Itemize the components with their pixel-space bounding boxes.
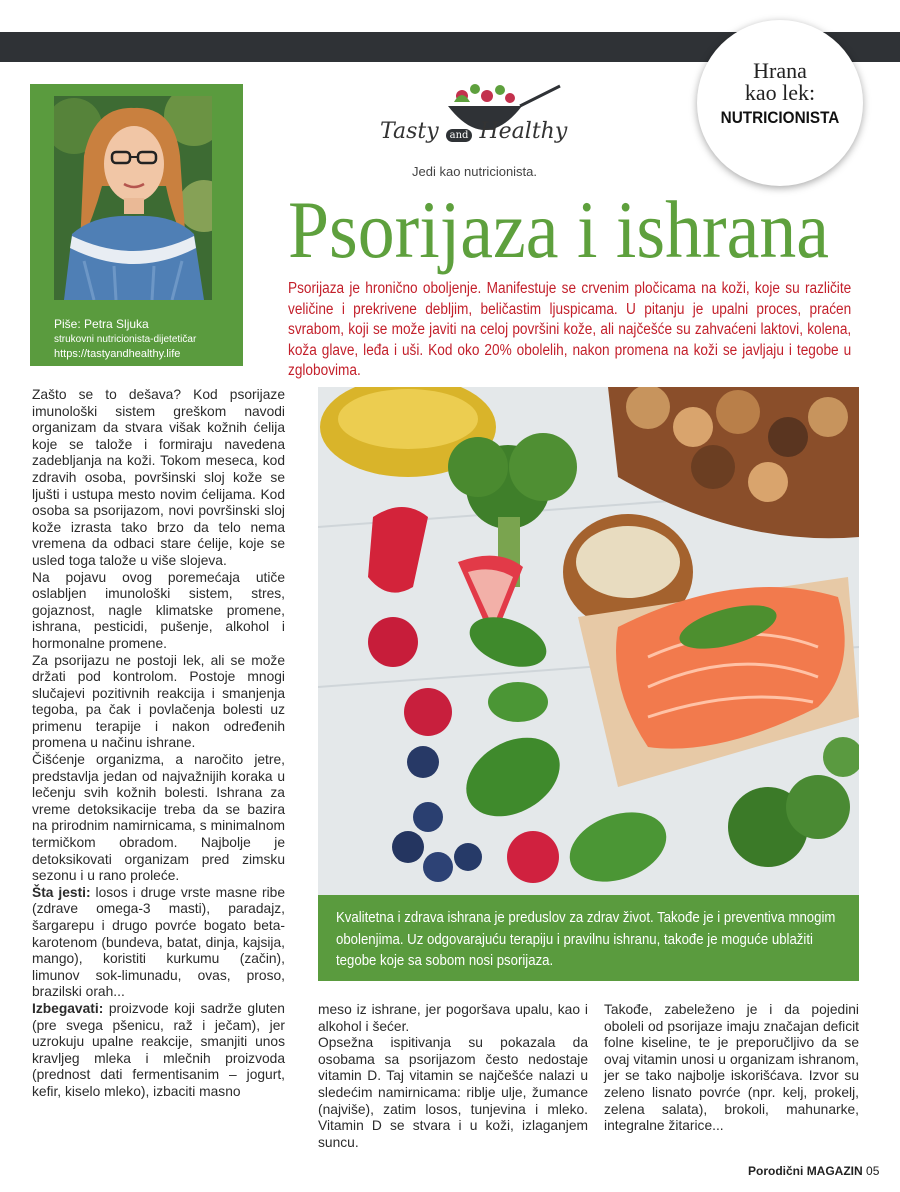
section-badge: [697, 20, 863, 186]
avoid-text: proizvode koji sadrže gluten (pre svega pšenicu, raž i ječam), jer uzrokuju upalne reakcije, smanjiti unos kravljeg mleka i mlečnih proizvoda (prednost dati fermentisanim – jogurt, kefir, kiselo mleko), izbaciti masno: [32, 1000, 285, 1099]
paragraph: Čišćenje organizma, a naročito jetre, predstavlja jedan od najvažnijih koraka u lečenju svih kožnih bolesti. Ishrana za vreme detoksikacije treba da se bazira na prirodnim namirnicama, s minimalnom termičkom obradom. Najbolje je detoksikovati organizam pred zimsku sezonu i u rano proleće.: [32, 752, 285, 884]
author-byline: Piše: Petra Sljuka: [54, 317, 149, 331]
avoid-label: Izbegavati:: [32, 1000, 104, 1016]
left-column: [32, 387, 285, 1101]
logo-word-healthy: Healthy: [479, 119, 568, 144]
author-role: strukovni nutricionista-dijetetičar: [54, 334, 197, 345]
logo-wordmark: [380, 119, 567, 144]
healthy-food-illustration: [318, 387, 859, 895]
badge-line-2: kao lek:: [744, 80, 816, 105]
paragraph: Opsežna ispitivanja su pokazala da osobama sa psorijazom često nedostaje vitamin D. Taj vitamin se najčešće nalazi u sledećim namirnicama: riblje ulje, žumance (najviše), zatim losos, tunjevina i mleko. Vitamin D se stvara i u koži, izlaganjem suncu.: [318, 1035, 588, 1150]
article-title: Psorijaza i ishrana: [288, 184, 830, 275]
page-number: 05: [866, 1164, 880, 1178]
author-photo: [54, 96, 212, 300]
page-footer: [748, 1164, 879, 1178]
logo-tagline: Jedi kao nutricionista.: [412, 164, 538, 179]
middle-column: [318, 1002, 588, 1151]
author-url[interactable]: https://tastyandhealthy.life: [54, 348, 181, 360]
badge-line-3: NUTRICIONISTA: [720, 108, 840, 127]
photo-caption-box: [318, 895, 859, 981]
article-lead: [288, 279, 851, 382]
right-column: [604, 1002, 859, 1135]
logo-word-and: and: [446, 129, 473, 142]
photo-caption: Kvalitetna i zdrava ishrana je preduslov za zdrav život. Takođe je i preventiva mnogim obolenjima. Uz odgovarajuću terapiju i pravilnu ishranu, takođe je moguće ublažiti tegobe koje sa sobom nosi psorijaza.: [336, 909, 836, 969]
paragraph: Takođe, zabeleženo je i da pojedini oboleli od psorijaze imaju značajan deficit folne kiseline, te je preporučljivo da se ovaj vitamin unosi u organizam ishranom, jer se tako najbolje iskorišćava. Izvor su zeleno lisnato povrće (npr. kelj, prokelj, zelena salata), brokoli, mahunarke, integralne žitarice...: [604, 1002, 859, 1134]
food-photo: [318, 387, 859, 895]
eat-paragraph: [32, 885, 285, 1001]
magazine-prefix: Porodični: [748, 1164, 804, 1178]
logo-word-tasty: Tasty: [380, 119, 439, 144]
brand-logo: [370, 84, 620, 184]
paragraph: Na pojavu ovog poremećaja utiče oslabljen imunološki sistem, stres, gojaznost, nagle klimatske promene, ishrana, pesticidi, pušenje, alkohol i hormonalne promene.: [32, 569, 285, 651]
paragraph: Zašto se to dešava? Kod psorijaze imunološki sistem greškom navodi organizam da stvara višak kožnih ćelija koje se talože i formiraju navedena zadebljanja na koži. Tokom meseca, kod zdravih osoba, površinski sloj kože se ljušti i ustupa mesto novim ćelijama. Kod osoba sa psorijazom, novi površinski sloj kože izrasta tako brzo da telo nema vremena da odbaci stare ćelije, koje se usled toga talože u više slojeva.: [32, 387, 285, 568]
author-box: [30, 84, 243, 366]
paragraph: Za psorijazu ne postoji lek, ali se može držati pod kontrolom. Postoje mnogi slučajevi pozitivnih reakcija i smanjenja tegoba, pa čak i povlačenja bolesti uz primenu terapije i nakon određenih promena u načinu ishrane.: [32, 652, 285, 751]
paragraph: meso iz ishrane, jer pogoršava upalu, kao i alkohol i šećer.: [318, 1002, 588, 1034]
author-photo-illustration: [54, 96, 212, 300]
eat-label: Šta jesti:: [32, 884, 91, 900]
eat-text: losos i druge vrste masne ribe (zdrave omega-3 masti), paradajz, šargarepu i drugo povrće bogato beta-karotenom (bundeva, batat, dinja, kajsija, mango), koristiti kurkumu (začin), limunov sok-limunadu, ovas, proso, brazilski orah...: [32, 884, 285, 1000]
avoid-paragraph: [32, 1001, 285, 1101]
lead-paragraph: Psorijaza je hronično oboljenje. Manifestuje se crvenim pločicama na koži, koje su različite veličine i prekrivene debljim, beličastim ljuspicama. U pitanju je upalni proces, praćen svrabom, koji se može javiti na celoj površini kože, ali najčešće su zahvaćeni laktovi, kolena, koža glave, leđa i uši. Kod oko 20% obolelih, nakon promena na koži se javljaju i tegobe u zglobovima.: [288, 280, 852, 379]
badge-line-1: Hrana: [753, 58, 807, 83]
magazine-name: MAGAZIN: [806, 1164, 863, 1178]
